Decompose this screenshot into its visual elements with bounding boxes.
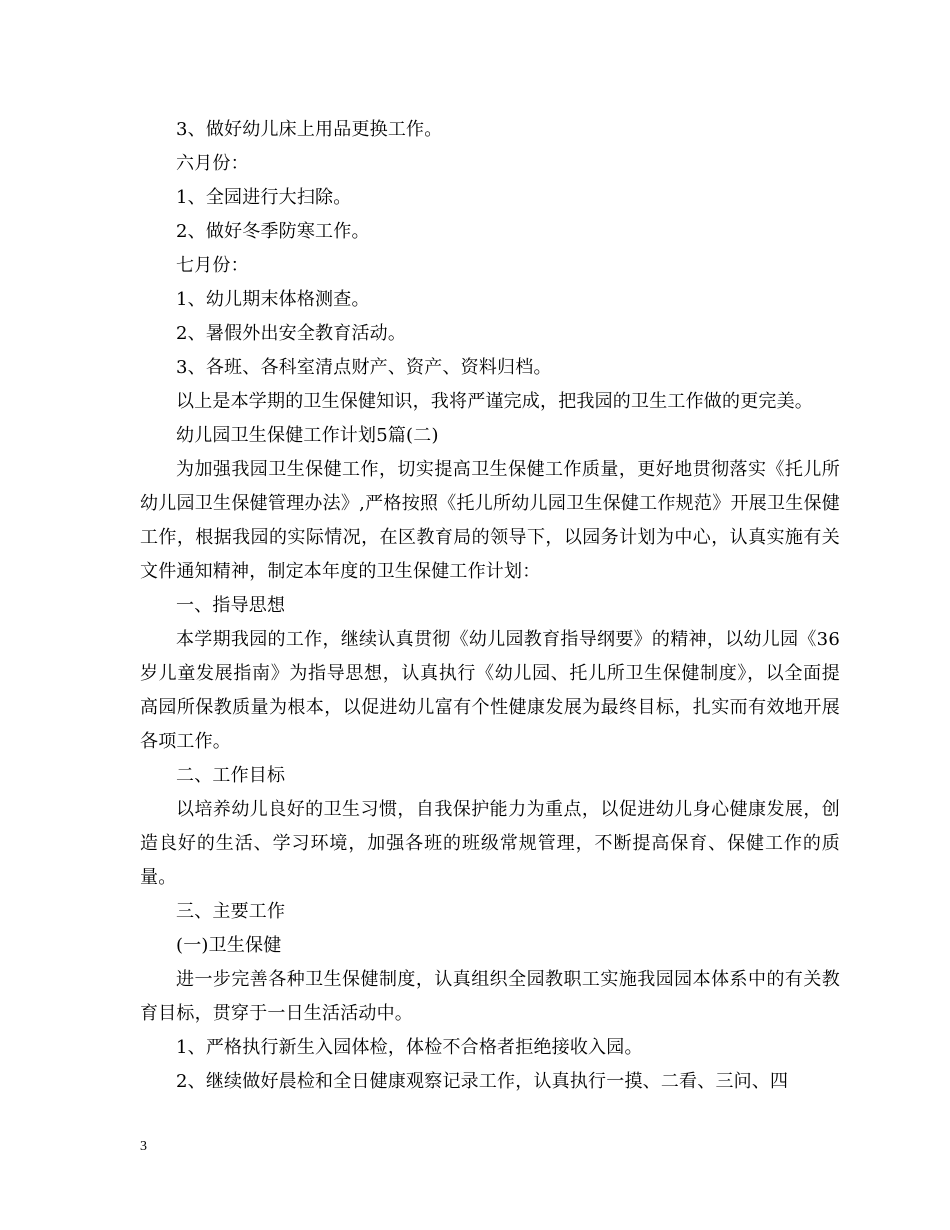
section-title: 幼儿园卫生保健工作计划5篇(二) [176, 425, 439, 446]
paragraph-18: 进一步完善各种卫生保健制度，认真组织全园教职工实施我园园本体系中的有关教育目标，贯穿于一日生活活动中。 [140, 969, 840, 1024]
paragraph-8: 3、各班、各科室清点财产、资产、资料归档。 [176, 357, 552, 378]
paragraph-4: 2、做好冬季防寒工作。 [176, 221, 370, 242]
paragraph-19: 1、严格执行新生入园体检，体检不合格者拒绝接收入园。 [176, 1037, 643, 1058]
heading-guiding-thought: 一、指导思想 [176, 595, 286, 616]
paragraph-13: 本学期我园的工作，继续认真贯彻《幼儿园教育指导纲要》的精神，以幼儿园《36岁儿童发展指南》为指导思想，认真执行《幼儿园、托儿所卫生保健制度》，以全面提高园所保教质量为根本，以促进幼儿富有个性健康发展为最终目标，扎实而有效地开展各项工作。 [140, 629, 840, 752]
paragraph-20: 2、继续做好晨检和全日健康观察记录工作，认真执行一摸、二看、三问、四 [176, 1071, 789, 1092]
paragraph-1: 3、做好幼儿床上用品更换工作。 [176, 119, 443, 140]
page-number: 3 [140, 1139, 147, 1154]
paragraph-3: 1、全园进行大扫除。 [176, 187, 352, 208]
heading-work-goals: 二、工作目标 [176, 765, 286, 786]
paragraph-6: 1、幼儿期末体格测查。 [176, 289, 370, 310]
paragraph-5: 七月份： [176, 255, 249, 276]
paragraph-7: 2、暑假外出安全教育活动。 [176, 323, 407, 344]
paragraph-11: 为加强我园卫生保健工作，切实提高卫生保健工作质量，更好地贯彻落实《托儿所幼儿园卫生保健管理办法》,严格按照《托儿所幼儿园卫生保健工作规范》开展卫生保健工作，根据我园的实际情况，在区教育局的领导下，以园务计划为中心，认真实施有关文件通知精神，制定本年度的卫生保健工作计划： [140, 459, 840, 582]
heading-main-work: 三、主要工作 [176, 901, 286, 922]
paragraph-2: 六月份： [176, 153, 249, 174]
paragraph-15: 以培养幼儿良好的卫生习惯，自我保护能力为重点，以促进幼儿身心健康发展，创造良好的生活、学习环境，加强各班的班级常规管理，不断提高保育、保健工作的质量。 [140, 799, 840, 888]
subheading-health-care: (一)卫生保健 [176, 935, 282, 956]
document-body [140, 113, 840, 1099]
paragraph-9: 以上是本学期的卫生保健知识，我将严谨完成，把我园的卫生工作做的更完美。 [176, 391, 813, 412]
